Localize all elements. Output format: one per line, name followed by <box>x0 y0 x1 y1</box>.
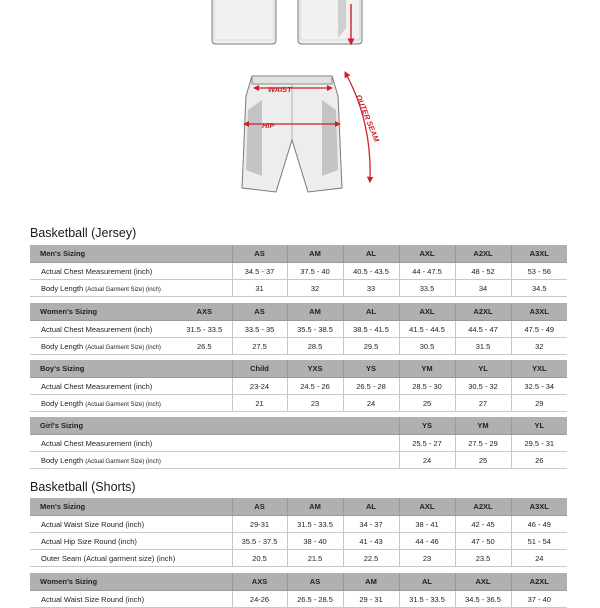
table-cell: 44 - 46 <box>399 533 455 550</box>
table-cell: 25.5 - 27 <box>399 435 455 452</box>
table-row <box>30 263 567 280</box>
header-cell <box>343 417 399 435</box>
row-label-note: (Actual Garment Size) (inch) <box>85 401 161 408</box>
table-cell <box>343 452 399 469</box>
row-label-note: (Actual Garment Size) (inch) <box>85 458 161 465</box>
row-label: Actual Chest Measurement (inch) <box>30 321 177 338</box>
table-cell: 23-24 <box>232 378 287 395</box>
row-label-main: Body Length <box>41 283 86 293</box>
table-cell <box>177 516 232 533</box>
row-label <box>30 280 177 297</box>
table-cell: 30.5 <box>399 338 455 355</box>
table-cell: 21.5 <box>287 550 343 567</box>
table-cell: 28.5 - 30 <box>399 378 455 395</box>
table-row <box>30 280 567 297</box>
outer-seam-label: OUTER SEAM <box>354 93 382 144</box>
table-cell: 53 - 56 <box>511 263 567 280</box>
table-cell: 34.5 <box>511 280 567 297</box>
table-cell: 30.5 - 32 <box>455 378 511 395</box>
table-cell <box>177 395 232 412</box>
table-cell: 25 <box>399 395 455 412</box>
table-cell: 47.5 - 49 <box>511 321 567 338</box>
header-cell: Child <box>232 360 287 378</box>
header-cell: YL <box>511 417 567 435</box>
table-cell: 33.5 - 35 <box>232 321 287 338</box>
header-cell: AXL <box>399 303 455 321</box>
jersey-boys-table <box>30 360 567 412</box>
table-cell: 29 <box>511 395 567 412</box>
table-cell: 31.5 <box>455 338 511 355</box>
table-cell: 41.5 - 44.5 <box>399 321 455 338</box>
header-label: Women's Sizing <box>30 303 177 321</box>
table-row <box>30 395 567 412</box>
table-cell: 41 - 43 <box>343 533 399 550</box>
table-cell: 44.5 - 47 <box>455 321 511 338</box>
header-cell: A2XL <box>455 498 511 516</box>
table-cell <box>232 435 287 452</box>
shorts-mens-table <box>30 498 567 567</box>
table-cell <box>177 550 232 567</box>
table-cell: 27 <box>455 395 511 412</box>
table-row <box>30 338 567 355</box>
row-label-note: (Actual Garment Size) (inch) <box>85 286 161 293</box>
table-cell: 29.5 - 31 <box>511 435 567 452</box>
table-cell: 34.5 - 37 <box>232 263 287 280</box>
table-cell <box>177 591 232 608</box>
table-cell: 35.5 - 37.5 <box>232 533 287 550</box>
header-label: Men's Sizing <box>30 245 177 263</box>
table-cell <box>177 452 232 469</box>
table-cell: 44 - 47.5 <box>399 263 455 280</box>
row-label-main: Body Length <box>41 341 86 351</box>
header-label: Women's Sizing <box>30 573 177 591</box>
table-cell: 42 - 45 <box>455 516 511 533</box>
table-cell <box>343 435 399 452</box>
table-cell: 26.5 - 28.5 <box>287 591 343 608</box>
table-cell: 21 <box>232 395 287 412</box>
header-cell: A3XL <box>511 245 567 263</box>
table-cell: 24 <box>399 452 455 469</box>
shorts-illustration <box>242 76 342 192</box>
table-cell: 31.5 - 33.5 <box>287 516 343 533</box>
header-cell: AM <box>287 245 343 263</box>
table-header <box>30 498 567 516</box>
header-cell: AXS <box>177 303 232 321</box>
header-cell: AXL <box>455 573 511 591</box>
table-cell: 34.5 - 36.5 <box>455 591 511 608</box>
row-label: Outer Seam (Actual garment size) (inch) <box>30 550 177 567</box>
header-cell: YM <box>399 360 455 378</box>
table-cell: 37 - 40 <box>511 591 567 608</box>
table-row <box>30 550 567 567</box>
header-cell: A3XL <box>511 498 567 516</box>
table-row <box>30 533 567 550</box>
table-cell: 27.5 <box>232 338 287 355</box>
table-cell: 23 <box>287 395 343 412</box>
table-cell: 23.5 <box>455 550 511 567</box>
header-label: Men's Sizing <box>30 498 177 516</box>
table-header <box>30 245 567 263</box>
header-cell: AM <box>287 303 343 321</box>
row-label: Actual Waist Size Round (inch) <box>30 516 177 533</box>
table-cell: 23 <box>399 550 455 567</box>
hip-label: HIP <box>262 121 275 130</box>
jersey-mens-table <box>30 245 567 297</box>
header-cell <box>177 498 232 516</box>
header-cell: A2XL <box>455 303 511 321</box>
row-label-main: Body Length <box>41 398 86 408</box>
row-label: Actual Hip Size Round (inch) <box>30 533 177 550</box>
table-cell: 47 - 50 <box>455 533 511 550</box>
header-cell: YL <box>455 360 511 378</box>
jersey-front-illustration <box>212 0 276 44</box>
header-cell: YS <box>343 360 399 378</box>
row-label-main: Body Length <box>41 455 86 465</box>
table-cell: 28.5 <box>287 338 343 355</box>
table-row <box>30 452 567 469</box>
table-cell <box>177 378 232 395</box>
table-cell: 33 <box>343 280 399 297</box>
row-label <box>30 338 177 355</box>
table-row <box>30 591 567 608</box>
table-cell: 51 - 54 <box>511 533 567 550</box>
table-cell: 26.5 - 28 <box>343 378 399 395</box>
header-cell <box>177 245 232 263</box>
table-cell <box>177 280 232 297</box>
table-cell: 38 - 40 <box>287 533 343 550</box>
waist-label: WAIST <box>268 85 292 94</box>
table-cell: 25 <box>455 452 511 469</box>
table-cell <box>177 533 232 550</box>
header-cell: YXS <box>287 360 343 378</box>
table-cell: 31 <box>232 280 287 297</box>
row-label <box>30 395 177 412</box>
header-cell: A3XL <box>511 303 567 321</box>
table-cell: 33.5 <box>399 280 455 297</box>
section-title-shorts: Basketball (Shorts) <box>30 480 136 494</box>
shorts-womens-table <box>30 573 567 608</box>
header-cell: AL <box>343 245 399 263</box>
header-cell: AS <box>287 573 343 591</box>
table-cell: 31.5 - 33.5 <box>177 321 232 338</box>
table-cell: 38 - 41 <box>399 516 455 533</box>
table-cell: 29-31 <box>232 516 287 533</box>
table-cell: 24 <box>343 395 399 412</box>
table-cell: 37.5 - 40 <box>287 263 343 280</box>
header-cell: AS <box>232 303 287 321</box>
table-cell: 31.5 - 33.5 <box>399 591 455 608</box>
table-cell <box>177 263 232 280</box>
table-cell: 26.5 <box>177 338 232 355</box>
header-cell: A2XL <box>511 573 567 591</box>
header-cell: AL <box>343 303 399 321</box>
table-cell: 32 <box>287 280 343 297</box>
table-cell <box>287 435 343 452</box>
table-row <box>30 516 567 533</box>
header-cell: AXL <box>399 498 455 516</box>
jersey-back-illustration <box>298 0 362 44</box>
table-cell: 24 <box>511 550 567 567</box>
table-cell: 40.5 - 43.5 <box>343 263 399 280</box>
table-header <box>30 360 567 378</box>
header-cell: AL <box>399 573 455 591</box>
header-cell: AXL <box>399 245 455 263</box>
table-row <box>30 321 567 338</box>
header-cell: YXL <box>511 360 567 378</box>
header-cell: A2XL <box>455 245 511 263</box>
table-cell: 46 - 49 <box>511 516 567 533</box>
table-header <box>30 573 567 591</box>
table-cell: 38.5 - 41.5 <box>343 321 399 338</box>
table-cell: 20.5 <box>232 550 287 567</box>
table-row <box>30 378 567 395</box>
table-cell <box>177 435 232 452</box>
jersey-womens-table <box>30 303 567 355</box>
table-cell: 24.5 - 26 <box>287 378 343 395</box>
row-label <box>30 452 177 469</box>
header-cell: AL <box>343 498 399 516</box>
header-cell: AS <box>232 498 287 516</box>
row-label: Actual Chest Measurement (inch) <box>30 263 177 280</box>
table-header <box>30 303 567 321</box>
header-cell <box>177 417 232 435</box>
row-label: Actual Waist Size Round (inch) <box>30 591 177 608</box>
table-cell <box>232 452 287 469</box>
header-cell: AS <box>232 245 287 263</box>
table-cell: 26 <box>511 452 567 469</box>
header-cell <box>177 573 232 591</box>
header-cell: AM <box>287 498 343 516</box>
table-cell: 22.5 <box>343 550 399 567</box>
table-cell: 29 - 31 <box>343 591 399 608</box>
table-cell: 34 - 37 <box>343 516 399 533</box>
header-label: Girl's Sizing <box>30 417 177 435</box>
table-cell: 29.5 <box>343 338 399 355</box>
table-header <box>30 417 567 435</box>
header-cell: AM <box>343 573 399 591</box>
header-cell <box>287 417 343 435</box>
header-cell <box>177 360 232 378</box>
table-cell: 27.5 - 29 <box>455 435 511 452</box>
table-cell: 32 <box>511 338 567 355</box>
table-cell: 34 <box>455 280 511 297</box>
header-cell <box>232 417 287 435</box>
section-title-jersey: Basketball (Jersey) <box>30 226 137 240</box>
table-row <box>30 435 567 452</box>
jersey-girls-table <box>30 417 567 469</box>
row-label-note: (Actual Garment Size) (inch) <box>85 344 161 351</box>
table-cell: 24-26 <box>232 591 287 608</box>
row-label: Actual Chest Measurement (inch) <box>30 378 177 395</box>
table-cell: 32.5 - 34 <box>511 378 567 395</box>
header-label: Boy's Sizing <box>30 360 177 378</box>
table-cell <box>287 452 343 469</box>
header-cell: AXS <box>232 573 287 591</box>
table-cell: 35.5 - 38.5 <box>287 321 343 338</box>
header-cell: YS <box>399 417 455 435</box>
size-guide-illustration <box>0 0 600 210</box>
header-cell: YM <box>455 417 511 435</box>
table-cell: 48 - 52 <box>455 263 511 280</box>
row-label: Actual Chest Measurement (inch) <box>30 435 177 452</box>
